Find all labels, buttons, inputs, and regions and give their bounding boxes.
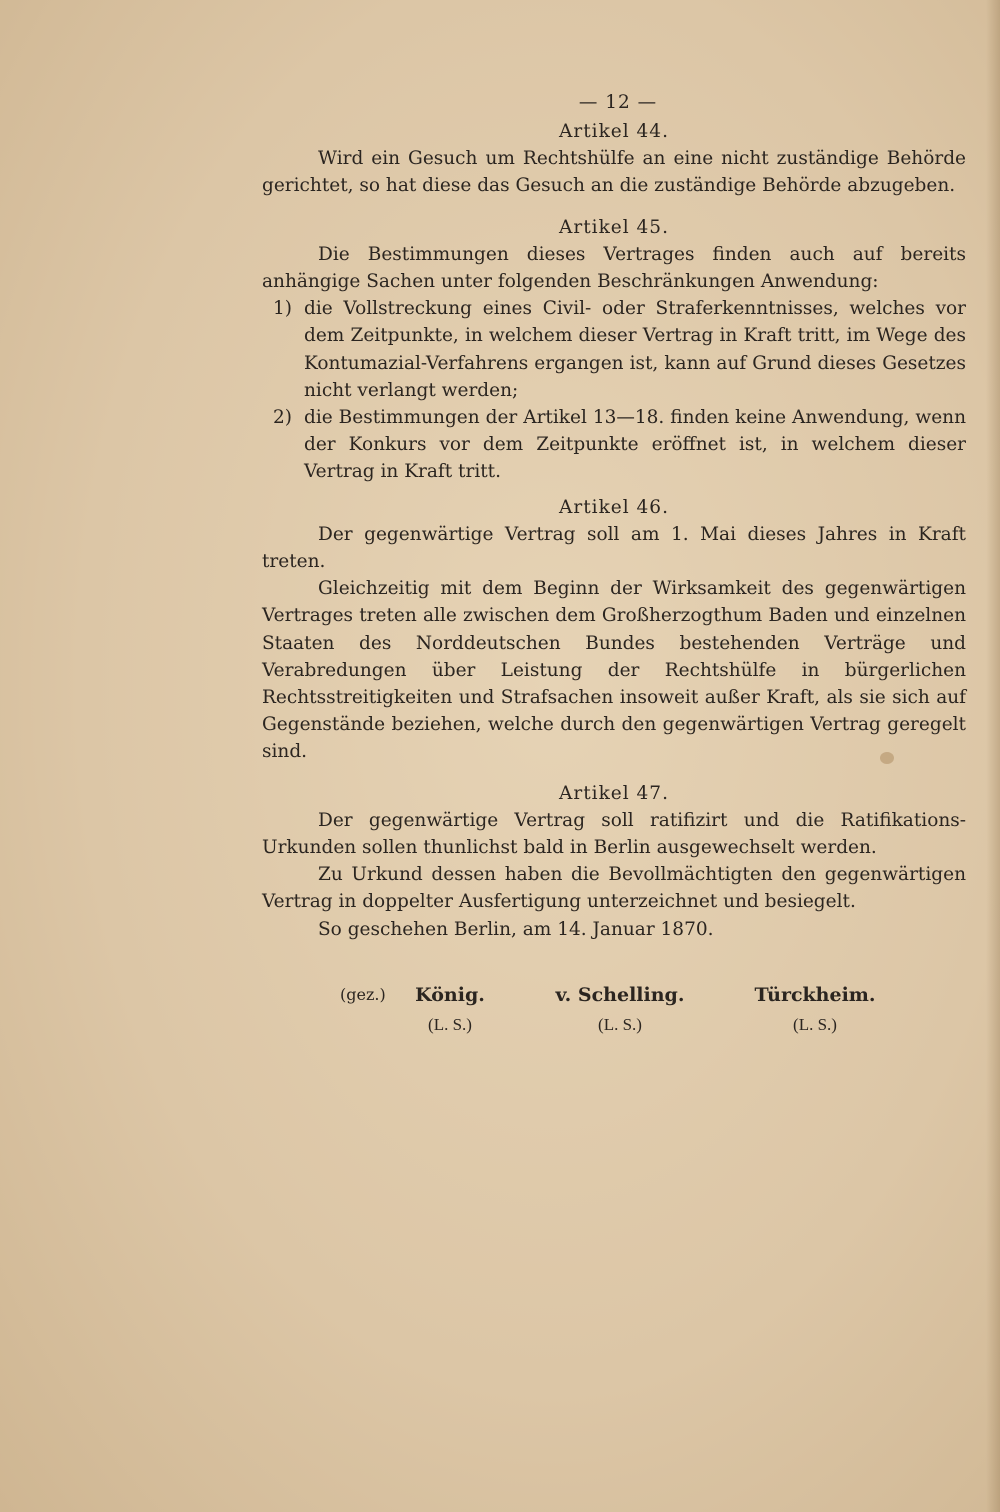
article-47-paragraph-2: Zu Urkund dessen haben die Bevollmächtigten den gegenwärtigen Vertrag in doppelter Ausfertigung unterzeichnet und besiegelt.	[262, 864, 966, 913]
article-46-paragraph-2: Gleichzeitig mit dem Beginn der Wirksamkeit des gegenwärtigen Vertrages treten alle zwischen dem Großherzogthum Baden und einzelnen Staaten des Norddeutschen Bundes bestehenden Verträge und Verabredungen über Leistung der Rechtshülfe in bürgerlichen Rechtsstreitigkeiten und Strafsachen insoweit außer Kraft, als sie sich auf Gegenstände beziehen, welche durch den gegenwärtigen Vertrag geregelt sind.	[262, 578, 966, 763]
signature-koenig	[400, 980, 500, 1040]
signature-schelling	[540, 980, 700, 1040]
article-45-intro: Die Bestimmungen dieses Vertrages finden auch auf bereits anhängige Sachen unter folgenden Beschränkungen Anwendung:	[262, 243, 966, 293]
article-45-item	[262, 295, 966, 404]
page-content	[262, 88, 966, 943]
signatory-name: Türckheim.	[754, 984, 876, 1006]
article-46-paragraph-1: Der gegenwärtige Vertrag soll am 1. Mai dieses Jahres in Kraft treten.	[262, 523, 966, 573]
item-number: 2)	[273, 407, 292, 429]
article-47-paragraph-1: Der gegenwärtige Vertrag soll ratifizirt und die Ratifikations-Urkunden sollen thunlichst bald in Berlin ausgewechselt werden.	[262, 809, 966, 859]
article-47-heading: Artikel 47.	[559, 782, 669, 804]
article-45-item	[262, 404, 966, 486]
signature-prefix: (gez.)	[340, 985, 386, 1004]
signature-block	[340, 980, 940, 1050]
article-44-heading: Artikel 44.	[559, 121, 669, 142]
article-44-text: Wird ein Gesuch um Rechtshülfe an eine nicht zuständige Behörde gerichtet, so hat diese das Gesuch an die zuständige Behörde abzugeben.	[262, 148, 966, 197]
item-text: die Vollstreckung eines Civil- oder Straferkenntnisses, welches vor dem Zeitpunkte, in welchem dieser Vertrag in Kraft tritt, im Wege des Kontumazial-Verfahrens ergangen ist, kann auf Grund dieses Gesetzes nicht verlangt werden;	[304, 298, 966, 401]
signature-tuerckheim	[740, 980, 890, 1040]
seal-mark: (L. S.)	[598, 1015, 642, 1034]
signatory-name: König.	[415, 984, 485, 1006]
article-45-heading: Artikel 45.	[559, 216, 669, 238]
article-47-date-line: So geschehen Berlin, am 14. Januar 1870.	[318, 918, 714, 940]
item-number: 1)	[273, 298, 292, 320]
article-46-heading: Artikel 46.	[559, 496, 669, 518]
seal-mark: (L. S.)	[428, 1015, 472, 1034]
page-number: — 12 —	[578, 92, 658, 113]
item-text: die Bestimmungen der Artikel 13—18. finden keine Anwendung, wenn der Konkurs vor dem Zeitpunkte eröffnet ist, in welchem dieser Vertrag in Kraft tritt.	[304, 407, 966, 483]
seal-mark: (L. S.)	[793, 1015, 837, 1034]
signatory-name: v. Schelling.	[555, 984, 685, 1006]
page-edge-shadow	[986, 0, 1000, 1512]
